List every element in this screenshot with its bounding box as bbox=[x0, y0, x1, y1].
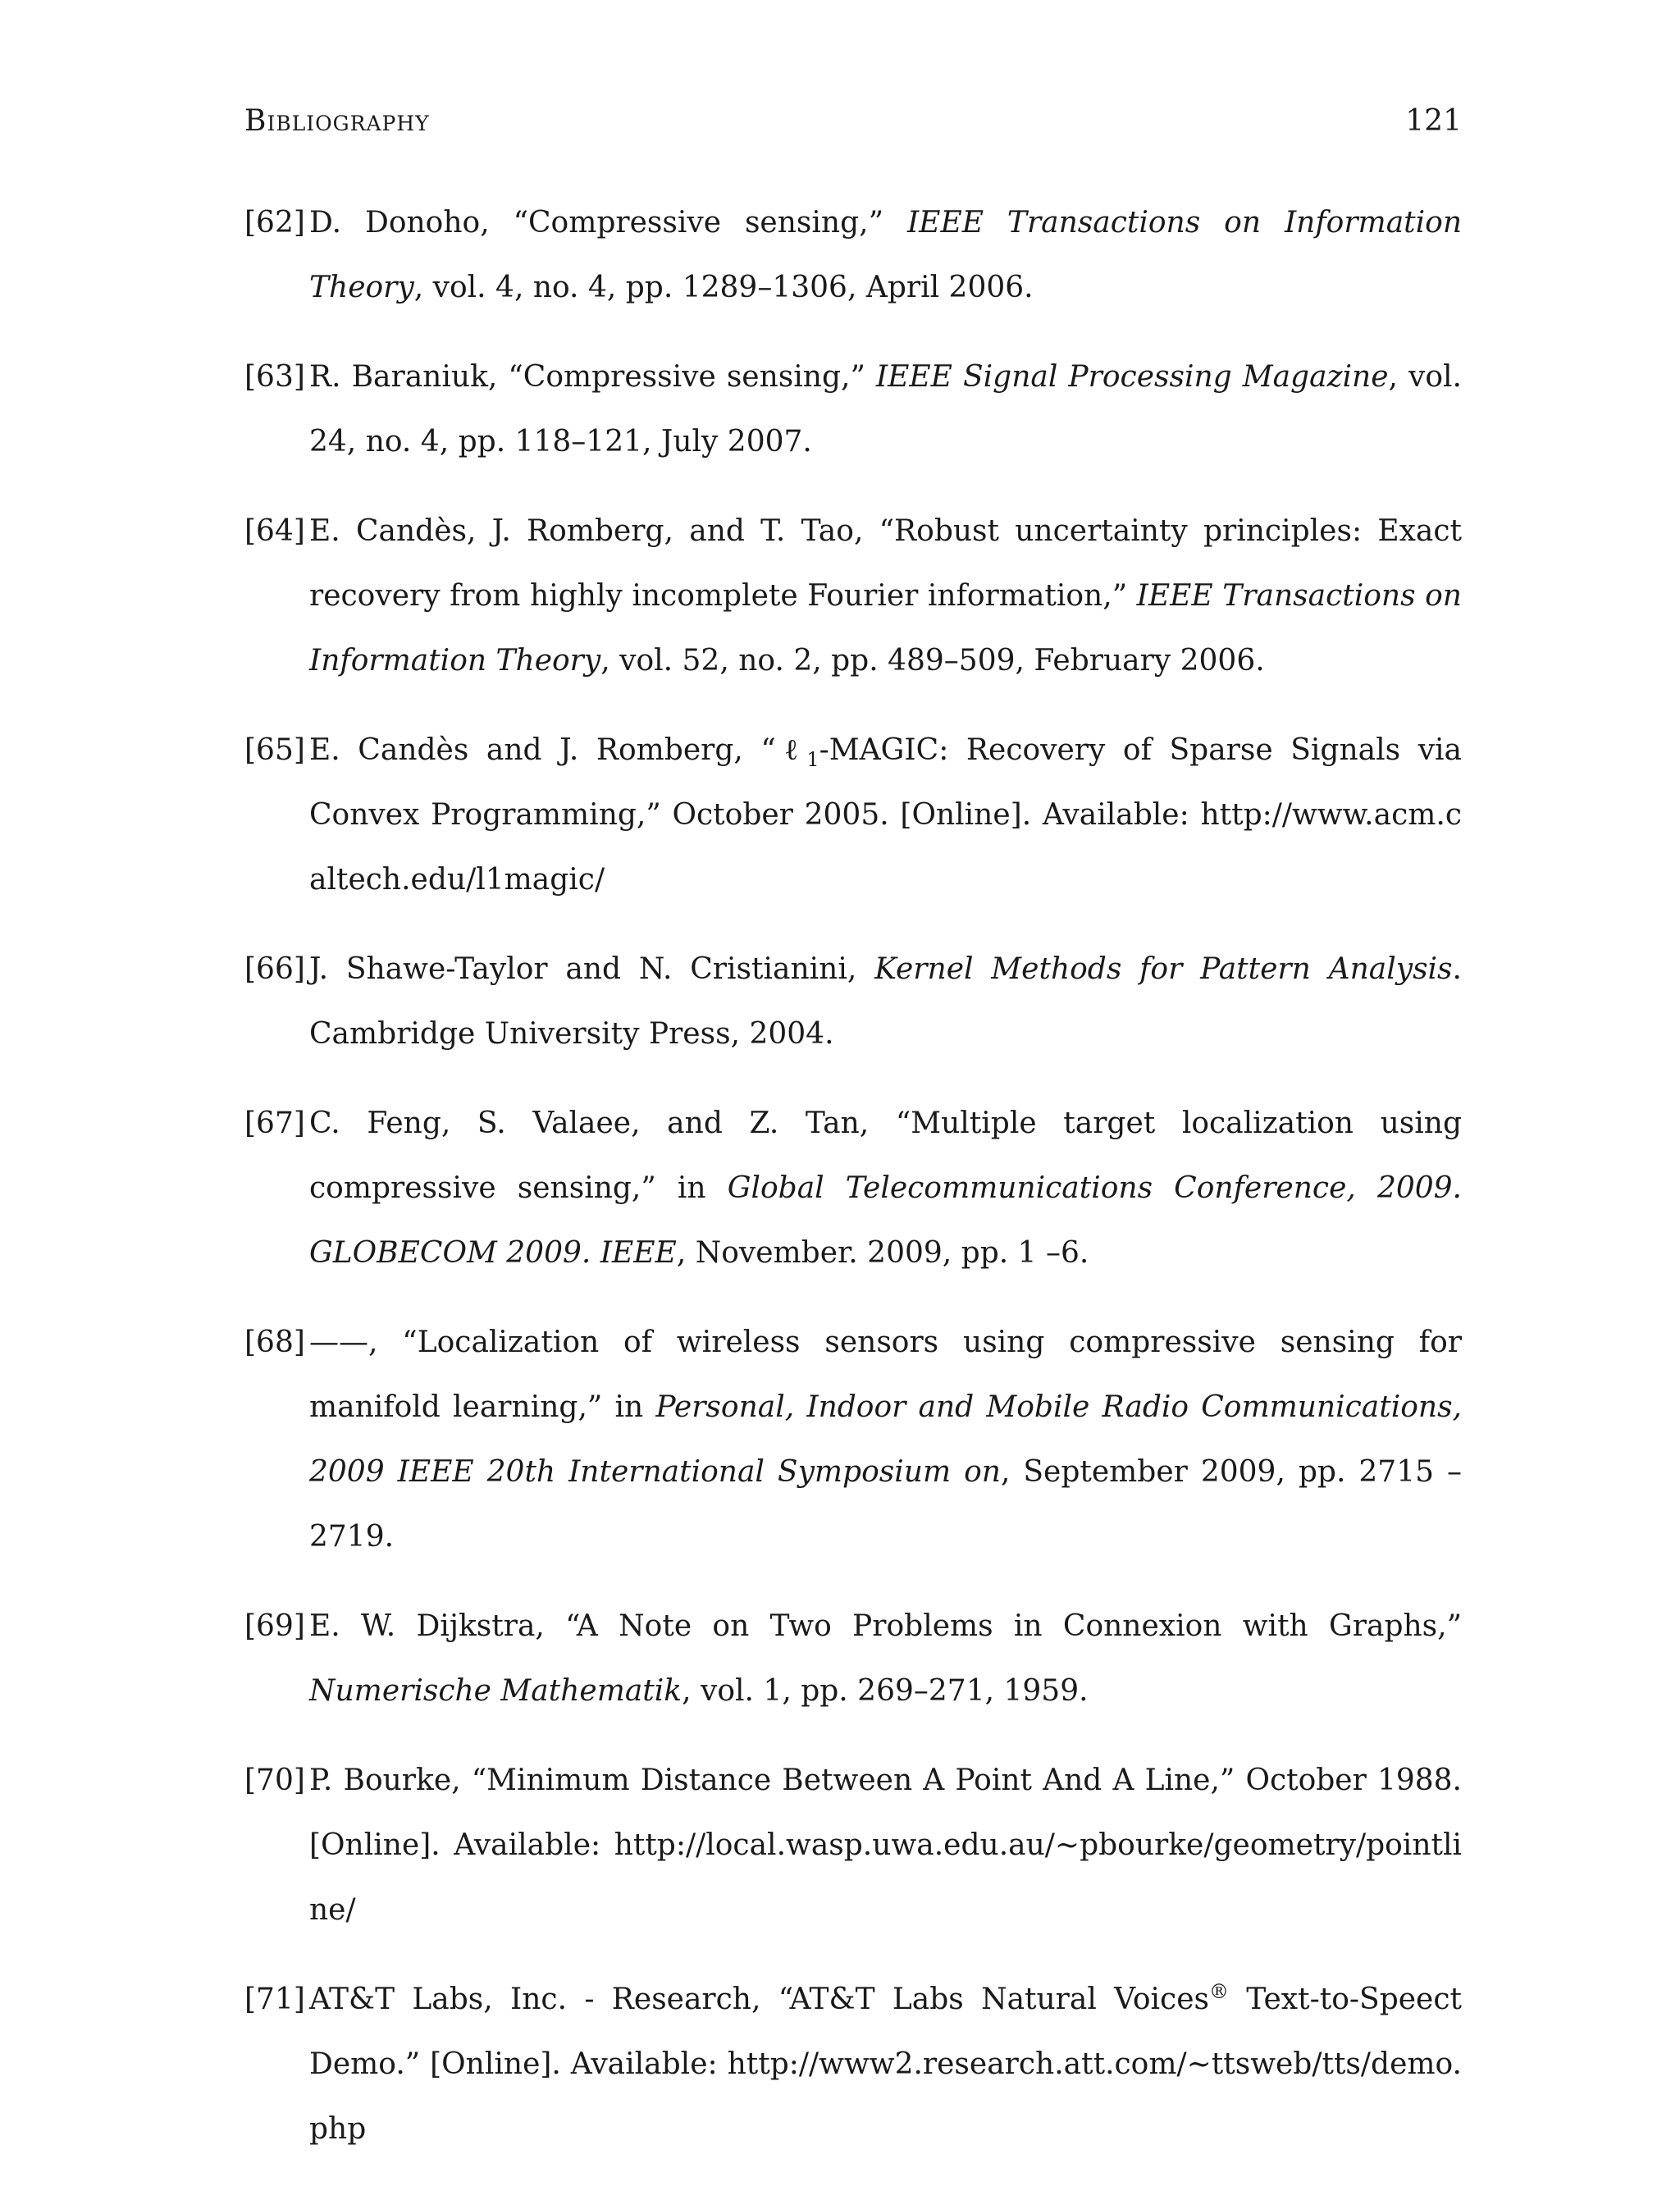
page-header bbox=[244, 97, 1462, 146]
reference-number: [67] bbox=[244, 1107, 305, 1140]
reference-authors-title: P. Bourke, “Minimum Distance Between A Point And A Line,” October 1988. [Online]. Available: bbox=[309, 1764, 1462, 1862]
reference-number: [62] bbox=[244, 206, 305, 240]
reference-number: [65] bbox=[244, 733, 305, 767]
reference-62 bbox=[244, 190, 1462, 320]
reference-details: , vol. 1, pp. 269–271, 1959. bbox=[682, 1674, 1089, 1708]
reference-number: [69] bbox=[244, 1609, 305, 1643]
reference-number: [64] bbox=[244, 514, 305, 548]
reference-71 bbox=[244, 1967, 1462, 2161]
reference-authors-title: R. Baraniuk, “Compressive sensing,” bbox=[309, 360, 876, 394]
reference-text bbox=[309, 360, 1462, 459]
bibliography-list bbox=[244, 190, 1462, 2186]
reference-67 bbox=[244, 1091, 1462, 1285]
reference-text bbox=[309, 206, 1462, 304]
reference-venue: Numerische Mathematik bbox=[309, 1674, 682, 1708]
reference-details: Text-to-Speect Demo.” [Online]. Available: bbox=[309, 1983, 1462, 2081]
reference-url[interactable]: http://www.acm.caltech.edu/l1magic/ bbox=[309, 798, 1462, 897]
reference-details: , vol. 4, no. 4, pp. 1289–1306, April 2006. bbox=[413, 271, 1034, 304]
reference-authors-title: AT&T Labs, Inc. - Research, “AT&T Labs Natural Voices bbox=[309, 1983, 1209, 2016]
reference-number: [71] bbox=[244, 1983, 305, 2016]
reference-authors-title: E. Candès, J. Romberg, and T. Tao, “Robust uncertainty principles: Exact recovery from highly incomplete Fourier information,” bbox=[309, 514, 1462, 613]
reference-details: , vol. 24, no. 4, pp. 118–121, July 2007. bbox=[309, 360, 1462, 459]
reference-details: , vol. 52, no. 2, pp. 489–509, February 2006. bbox=[600, 644, 1265, 678]
reference-details: -MAGIC: Recovery of Sparse Signals via Convex Programming,” October 2005. [Online]. Available: bbox=[309, 733, 1463, 832]
reference-number: [68] bbox=[244, 1326, 305, 1359]
reference-63 bbox=[244, 345, 1462, 474]
reference-text bbox=[309, 1609, 1462, 1708]
reference-venue: Personal, Indoor and Mobile Radio Communications, 2009 IEEE 20th International Symposium on bbox=[309, 1390, 1462, 1489]
reference-text bbox=[309, 1980, 1462, 2146]
reference-url[interactable]: http://local.wasp.uwa.edu.au/~pbourke/geometry/pointline/ bbox=[309, 1828, 1462, 1927]
reference-text bbox=[309, 1326, 1462, 1554]
reference-venue: IEEE Transactions on Information Theory bbox=[309, 579, 1462, 678]
reference-authors-title: D. Donoho, “Compressive sensing,” bbox=[309, 206, 907, 240]
reference-number: [70] bbox=[244, 1764, 305, 1797]
reference-venue: IEEE Transactions on Information Theory bbox=[309, 206, 1463, 304]
reference-authors-title: ——, “Localization of wireless sensors using compressive sensing for manifold learning,” in bbox=[309, 1326, 1462, 1424]
reference-64 bbox=[244, 499, 1462, 693]
page-number: 121 bbox=[1405, 104, 1462, 138]
reference-authors-title: C. Feng, S. Valaee, and Z. Tan, “Multiple target localization using compressive sensing,” in bbox=[309, 1107, 1462, 1205]
reference-number: [66] bbox=[244, 952, 305, 986]
reference-authors-title: E. W. Dijkstra, “A Note on Two Problems in Connexion with Graphs,” bbox=[309, 1609, 1462, 1643]
reference-number: [63] bbox=[244, 360, 305, 394]
subscript: 1 bbox=[806, 748, 819, 772]
reference-url[interactable]: http://www2.research.att.com/~ttsweb/tts/demo.php bbox=[309, 2047, 1462, 2146]
reference-details: , September 2009, pp. 2715 –2719. bbox=[309, 1455, 1462, 1554]
reference-venue: IEEE Signal Processing Magazine bbox=[875, 360, 1389, 394]
reference-details: . Cambridge University Press, 2004. bbox=[309, 952, 1462, 1051]
reference-venue: Kernel Methods for Pattern Analysis bbox=[874, 952, 1453, 986]
reference-text bbox=[309, 733, 1462, 897]
reference-text bbox=[309, 1764, 1462, 1927]
registered-mark: ® bbox=[1208, 1980, 1229, 2003]
reference-authors-title: E. Candès and J. Romberg, “ℓ bbox=[309, 733, 807, 767]
reference-authors-title: J. Shawe-Taylor and N. Cristianini, bbox=[309, 952, 875, 986]
reference-70 bbox=[244, 1748, 1462, 1942]
reference-text bbox=[309, 514, 1462, 678]
reference-68 bbox=[244, 1310, 1462, 1569]
reference-text bbox=[309, 1107, 1462, 1270]
running-header-title: Bibliography bbox=[244, 104, 430, 138]
reference-69 bbox=[244, 1594, 1462, 1723]
reference-details: , November. 2009, pp. 1 –6. bbox=[676, 1236, 1089, 1270]
reference-text bbox=[309, 952, 1462, 1051]
reference-66 bbox=[244, 937, 1462, 1066]
reference-venue: Global Telecommunications Conference, 2009. GLOBECOM 2009. IEEE bbox=[309, 1171, 1462, 1270]
reference-65 bbox=[244, 718, 1462, 912]
